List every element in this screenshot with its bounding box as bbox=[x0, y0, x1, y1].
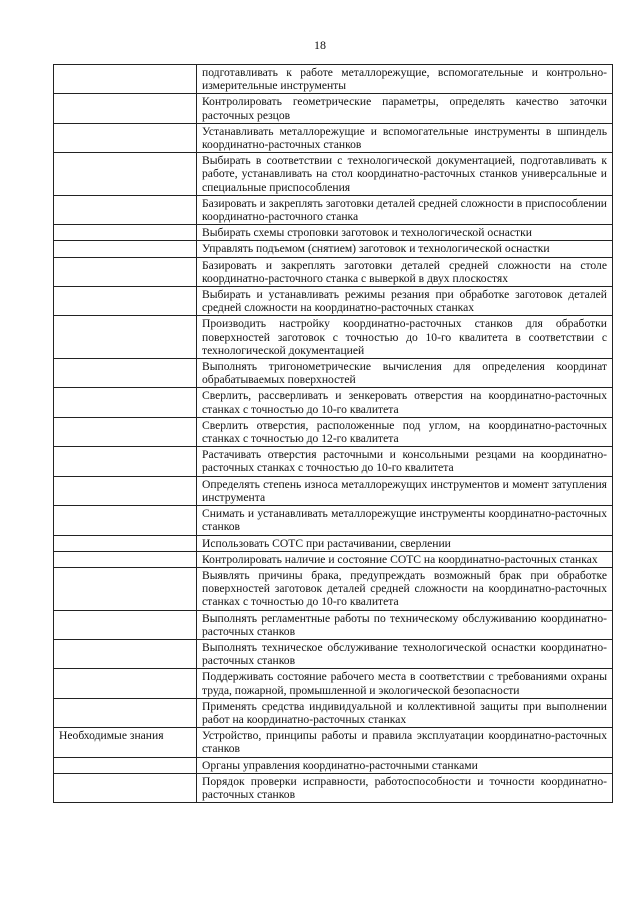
section-label-cell bbox=[54, 535, 197, 551]
table-row bbox=[54, 535, 613, 551]
table-row bbox=[54, 417, 613, 446]
table-row bbox=[54, 639, 613, 668]
page-number: 18 bbox=[314, 38, 326, 52]
section-label-cell bbox=[54, 551, 197, 567]
requirement-text: Сверлить отверстия, расположенные под углом, на координатно-расточных станках с точностью до 12-го квалитета bbox=[197, 417, 613, 446]
section-label-cell bbox=[54, 669, 197, 698]
competency-table bbox=[53, 64, 613, 803]
section-label-cell bbox=[54, 257, 197, 286]
table-row bbox=[54, 65, 613, 94]
requirement-text: Порядок проверки исправности, работоспособности и точности координатно-расточных станков bbox=[197, 773, 613, 802]
requirement-text: подготавливать к работе металлорежущие, вспомогательные и контрольно-измерительные инструменты bbox=[197, 65, 613, 94]
requirement-text: Определять степень износа металлорежущих инструментов и момент затупления инструмента bbox=[197, 476, 613, 505]
requirement-text: Использовать СОТС при растачивании, сверлении bbox=[197, 535, 613, 551]
section-label-cell bbox=[54, 65, 197, 94]
requirement-text: Снимать и устанавливать металлорежущие инструменты координатно-расточных станков bbox=[197, 506, 613, 535]
section-label-cell bbox=[54, 728, 197, 757]
section-label-cell bbox=[54, 773, 197, 802]
table-row bbox=[54, 94, 613, 123]
table-row bbox=[54, 123, 613, 152]
table-row bbox=[54, 551, 613, 567]
section-label-cell bbox=[54, 476, 197, 505]
table-row bbox=[54, 225, 613, 241]
section-label-cell bbox=[54, 359, 197, 388]
requirement-text: Сверлить, рассверливать и зенкеровать отверстия на координатно-расточных станках с точностью до 10-го квалитета bbox=[197, 388, 613, 417]
table-row bbox=[54, 359, 613, 388]
table-row bbox=[54, 773, 613, 802]
section-label-cell bbox=[54, 506, 197, 535]
section-label-cell bbox=[54, 153, 197, 196]
table-row bbox=[54, 506, 613, 535]
requirement-text: Выбирать и устанавливать режимы резания при обработке заготовок деталей средней сложности на координатно-расточных станках bbox=[197, 287, 613, 316]
section-label-cell bbox=[54, 316, 197, 359]
table-row bbox=[54, 698, 613, 727]
section-label-cell bbox=[54, 639, 197, 668]
table-row bbox=[54, 316, 613, 359]
requirement-text: Выполнять техническое обслуживание технологической оснастки координатно-расточных станков bbox=[197, 639, 613, 668]
section-label-cell bbox=[54, 610, 197, 639]
requirement-text: Растачивать отверстия расточными и консольными резцами на координатно-расточных станках с точностью до 10-го квалитета bbox=[197, 447, 613, 476]
section-label-cell bbox=[54, 287, 197, 316]
section-label-cell bbox=[54, 195, 197, 224]
section-label-cell bbox=[54, 225, 197, 241]
table-row bbox=[54, 757, 613, 773]
section-label-cell bbox=[54, 447, 197, 476]
requirement-text: Выявлять причины брака, предупреждать возможный брак при обработке поверхностей заготовок деталей средней сложности на координатно-расточных станках с точностью до 10-го квалитета bbox=[197, 567, 613, 610]
requirement-text: Выбирать схемы строповки заготовок и технологической оснастки bbox=[197, 225, 613, 241]
requirement-text: Производить настройку координатно-расточных станков для обработки поверхностей заготовок с точностью до 10-го квалитета в соответствии с технологической документацией bbox=[197, 316, 613, 359]
section-label-cell bbox=[54, 567, 197, 610]
requirement-text: Базировать и закреплять заготовки деталей средней сложности на столе координатно-расточного станка с выверкой в двух плоскостях bbox=[197, 257, 613, 286]
table-row bbox=[54, 567, 613, 610]
table-row bbox=[54, 195, 613, 224]
requirement-text: Выполнять тригонометрические вычисления для определения координат обрабатываемых поверхностей bbox=[197, 359, 613, 388]
section-label-cell bbox=[54, 417, 197, 446]
table-row bbox=[54, 388, 613, 417]
requirement-text: Органы управления координатно-расточными станками bbox=[197, 757, 613, 773]
section-label-cell bbox=[54, 123, 197, 152]
requirement-text: Контролировать наличие и состояние СОТС на координатно-расточных станках bbox=[197, 551, 613, 567]
table-row bbox=[54, 257, 613, 286]
section-label-cell bbox=[54, 698, 197, 727]
table-row bbox=[54, 447, 613, 476]
requirement-text: Базировать и закреплять заготовки деталей средней сложности в приспособлении координатно-расточного станка bbox=[197, 195, 613, 224]
section-label-cell bbox=[54, 388, 197, 417]
table-row bbox=[54, 241, 613, 257]
requirement-text: Устройство, принципы работы и правила эксплуатации координатно-расточных станков bbox=[197, 728, 613, 757]
requirement-text: Поддерживать состояние рабочего места в соответствии с требованиями охраны труда, пожарной, промышленной и экологической безопасности bbox=[197, 669, 613, 698]
competency-table-body bbox=[54, 65, 613, 803]
table-row bbox=[54, 610, 613, 639]
section-label-cell bbox=[54, 757, 197, 773]
table-row bbox=[54, 287, 613, 316]
table-row bbox=[54, 669, 613, 698]
requirement-text: Контролировать геометрические параметры, определять качество заточки расточных резцов bbox=[197, 94, 613, 123]
requirement-text: Выбирать в соответствии с технологической документацией, подготавливать к работе, устанавливать на стол координатно-расточных станков универсальные и специальные приспособления bbox=[197, 153, 613, 196]
table-row bbox=[54, 153, 613, 196]
requirement-text: Применять средства индивидуальной и коллективной защиты при выполнении работ на координатно-расточных станках bbox=[197, 698, 613, 727]
section-label-cell bbox=[54, 94, 197, 123]
section-label-cell bbox=[54, 241, 197, 257]
requirement-text: Устанавливать металлорежущие и вспомогательные инструменты в шпиндель координатно-расточных станков bbox=[197, 123, 613, 152]
requirement-text: Выполнять регламентные работы по техническому обслуживанию координатно-расточных станков bbox=[197, 610, 613, 639]
requirement-text: Управлять подъемом (снятием) заготовок и технологической оснастки bbox=[197, 241, 613, 257]
table-row bbox=[54, 476, 613, 505]
section-label: Необходимые знания bbox=[59, 729, 164, 743]
table-row bbox=[54, 728, 613, 757]
